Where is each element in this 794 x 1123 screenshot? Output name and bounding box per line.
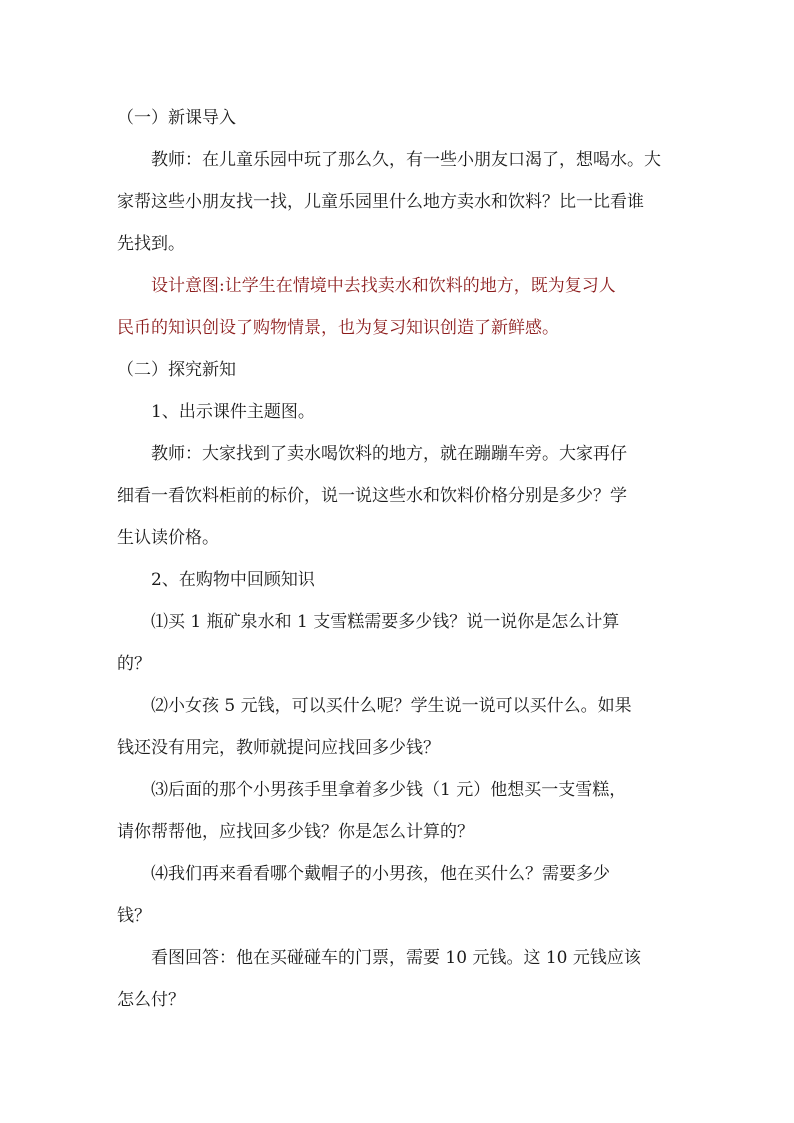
list-item-title: 2、在购物中回顾知识 <box>151 570 315 590</box>
paragraph-line: 家帮这些小朋友找一找，儿童乐园里什么地方卖水和饮料？比一比看谁 <box>117 192 644 212</box>
paragraph-line: 细看一看饮料柜前的标价，说一说这些水和饮料价格分别是多少？学 <box>117 486 627 506</box>
paragraph-line: 生认读价格。 <box>117 528 219 548</box>
paragraph-line: 教师：在儿童乐园中玩了那么久，有一些小朋友口渴了，想喝水。大 <box>151 150 661 170</box>
list-item-title: 1、出示课件主题图。 <box>151 402 315 422</box>
section-heading-1: （一）新课导入 <box>117 108 236 128</box>
paragraph-line: 先找到。 <box>117 234 185 254</box>
answer-line: 看图回答：他在买碰碰车的门票，需要 10 元钱。这 10 元钱应该 <box>151 948 641 968</box>
question-line: ⑶后面的那个小男孩手里拿着多少钱（1 元）他想买一支雪糕， <box>151 780 627 800</box>
document-body <box>117 97 689 1021</box>
question-line: 钱？ <box>117 906 151 926</box>
paragraph-line: 教师：大家找到了卖水喝饮料的地方，就在蹦蹦车旁。大家再仔 <box>151 444 627 464</box>
design-intent-line: 设计意图:让学生在情境中去找卖水和饮料的地方，既为复习人 <box>151 276 616 296</box>
question-line: ⑴买 1 瓶矿泉水和 1 支雪糕需要多少钱？说一说你是怎么计算 <box>151 612 620 632</box>
question-line: 钱还没有用完，教师就提问应找回多少钱？ <box>117 738 440 758</box>
answer-line: 怎么付？ <box>117 990 185 1010</box>
question-line: 的？ <box>117 654 151 674</box>
question-line: ⑵小女孩 5 元钱，可以买什么呢？学生说一说可以买什么。如果 <box>151 696 632 716</box>
question-line: ⑷我们再来看看哪个戴帽子的小男孩，他在买什么？需要多少 <box>151 864 610 884</box>
section-heading-2: （二）探究新知 <box>117 360 236 380</box>
question-line: 请你帮帮他，应找回多少钱？你是怎么计算的？ <box>117 822 474 842</box>
design-intent-line: 民币的知识创设了购物情景，也为复习知识创造了新鲜感。 <box>117 318 559 338</box>
